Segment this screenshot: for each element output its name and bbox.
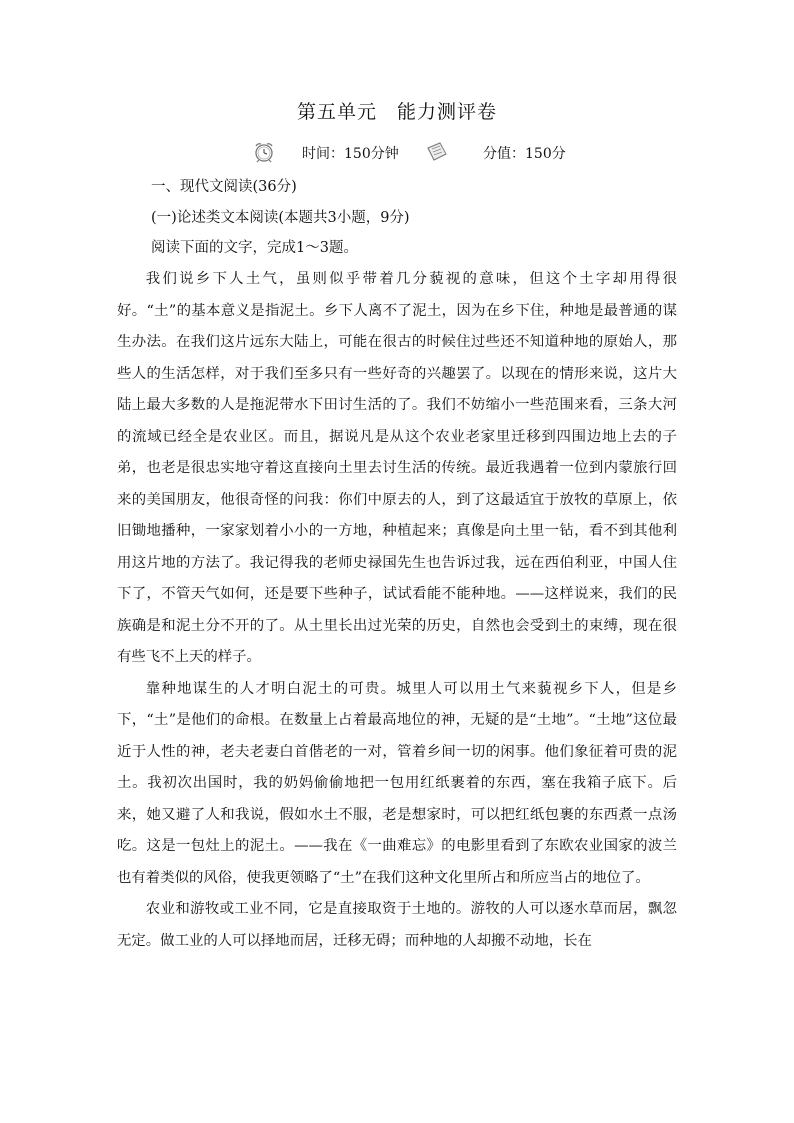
subsection-heading: (一)论述类文本阅读(本题共3小题，9分) xyxy=(151,210,410,226)
alarm-clock-icon xyxy=(252,140,276,164)
page-title: 第五单元 能力测评卷 xyxy=(296,101,497,123)
passage-paragraph: 我们说乡下人土气，虽则似乎带着几分藐视的意味，但这个土字却用得很好。“土”的基本意义是指泥土。乡下人离不了泥土，因为在乡下住，种地是最普通的谋生办法。在我们这片远东大陆上，可能在很古的时候住过些还不知道种地的原始人，那些人的生活怎样，对于我们至多只有一些好奇的兴趣罢了。以现在的情形来说，这片大陆上最大多数的人是拖泥带水下田讨生活的了。我们不妨缩小一些范围来看，三条大河的流域已经全是农业区。而且，据说凡是从这个农业老家里迁移到四围边地上去的子弟，也老是很忠实地守着这直接向土里去讨生活的传统。最近我遇着一位到内蒙旅行回来的美国朋友，他很奇怪的问我：你们中原去的人，到了这最适宜于放牧的草原上，依旧锄地播种，一家家划着小小的一方地，种植起来；真像是向土里一钻，看不到其他利用这片地的方法了。我记得我的老师史禄国先生也告诉过我，远在西伯利亚，中国人住下了，不管天气如何，还是要下些种子，试试看能不能种地。——这样说来，我们的民族确是和泥土分不开的了。从土里长出过光荣的历史，自然也会受到土的束缚，现在很有些飞不上天的样子。 xyxy=(117,271,677,665)
passage-paragraph: 靠种地谋生的人才明白泥土的可贵。城里人可以用土气来藐视乡下人，但是乡下，“土”是他们的命根。在数量上占着最高地位的神，无疑的是“土地”。“土地”这位最近于人性的神，老夫老妻白首偕老的一对，管着乡间一切的闲事。他们象征着可贵的泥土。我初次出国时，我的奶妈偷偷地把一包用红纸裹着的东西，塞在我箱子底下。后来，她又避了人和我说，假如水土不服，老是想家时，可以把红纸包裹的东西煮一点汤吃。这是一包灶上的泥土。——我在《一曲难忘》的电影里看到了东欧农业国家的波兰也有着类似的风俗，使我更领略了“土”在我们这种文化里所占和所应当占的地位了。 xyxy=(117,680,677,886)
passage-paragraph: 农业和游牧或工业不同，它是直接取资于土地的。游牧的人可以逐水草而居，飘忽无定。做工业的人可以择地而居，迁移无碍；而种地的人却搬不动地，长在 xyxy=(117,901,677,949)
section-heading: 一、现代文阅读(36分) xyxy=(151,179,297,195)
reading-instruction: 阅读下面的文字，完成1～3题。 xyxy=(151,240,358,256)
exam-time: 时间：150分钟 xyxy=(302,146,399,162)
exam-score: 分值：150分 xyxy=(483,146,566,162)
reading-passage xyxy=(117,264,677,957)
paper-icon xyxy=(425,140,449,164)
exam-meta xyxy=(0,140,794,168)
